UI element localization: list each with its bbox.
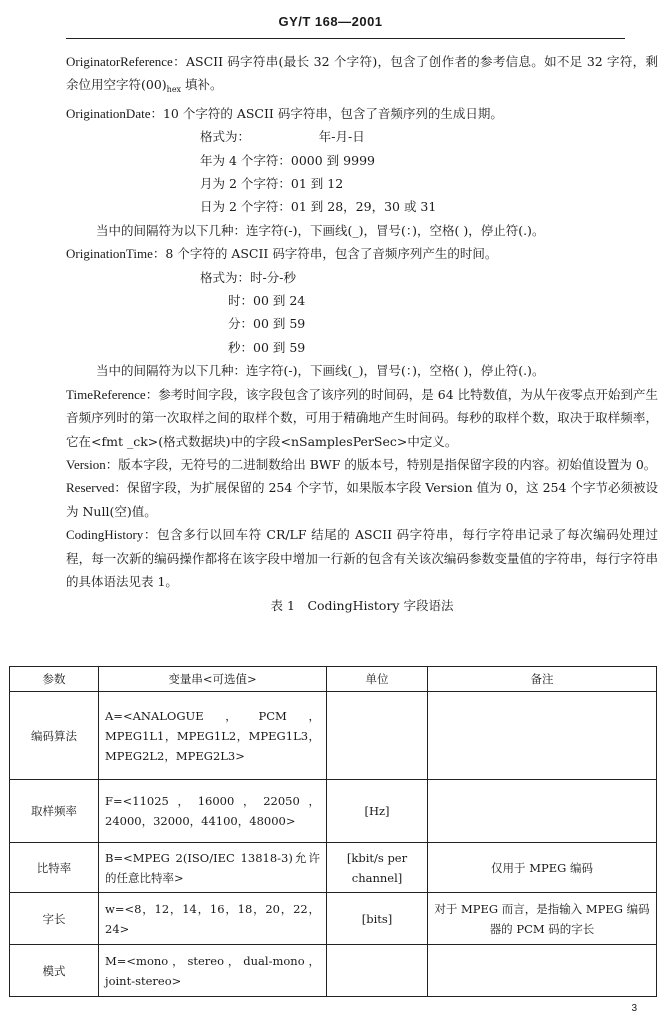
date-year-line: 年为 4 个字符：0000 到 9999 (200, 152, 375, 168)
page-number: 3 (631, 1003, 637, 1014)
cell-param: 比特率 (10, 843, 99, 893)
header-variable-string: 变量串<可选值> (99, 667, 327, 692)
cell-unit: [kbit/s per channel] (327, 843, 428, 893)
document-body (66, 50, 658, 621)
paragraph-version (66, 453, 658, 476)
time-minute-line: 分：00 到 59 (228, 316, 306, 332)
header-note: 备注 (428, 667, 657, 692)
text-reserved: ：保留字段，为扩展保留的 254 个字节，如果版本字段 Version 值为 0，这 254 个字节必须被设为 Null(空)值。 (66, 480, 658, 519)
text-originator-reference-a: ：ASCII 码字符串(最长 32 个字符)，包含了创作者的参考信息。如不足 32 字符，剩余位用空字符(00) (66, 54, 658, 93)
paragraph-originator-reference (66, 50, 658, 102)
cell-note (428, 692, 657, 780)
cell-value: A=<ANALOGUE，PCM，MPEG1L1，MPEG1L2，MPEG1L3，MPEG2L2，MPEG2L3> (99, 692, 327, 780)
paragraph-origination-date (66, 102, 658, 125)
cell-value: F=<11025，16000，22050，24000，32000，44100，48000> (99, 780, 327, 843)
cell-unit: [bits] (327, 893, 428, 945)
cell-unit: [Hz] (327, 780, 428, 843)
text-time-reference: ：参考时间字段，该字段包含了该序列的时间码，是 64 比特数值，为从午夜零点开始到产生音频序列时的第一次取样之间的取样个数，可用于精确地产生时间码。每秒的取样个数，取决于取样频率，它在<fmt _ck>(格式数据块)中的字段<nSamplesPerSec>中定义。 (66, 386, 658, 449)
date-format-line: 格式为： 年-月-日 (200, 129, 365, 145)
table-row (10, 692, 657, 780)
text-originator-reference-b: 填补。 (181, 77, 223, 93)
paragraph-origination-time (66, 242, 658, 265)
cell-unit (327, 945, 428, 997)
term-origination-time: OriginationTime (66, 246, 153, 262)
text-version: ：版本字段，无符号的二进制数给出 BWF 的版本号，特别是指保留字段的内容。初始值设置为 0。 (105, 456, 657, 472)
term-version: Version (66, 456, 106, 472)
cell-param: 字长 (10, 893, 99, 945)
cell-value: w=<8，12，14，16，18，20，22，24> (99, 893, 327, 945)
date-day-line: 日为 2 个字符：01 到 28，29，30 或 31 (200, 199, 437, 215)
time-separators-line: 当中的间隔符为以下几种：连字符(-)，下画线(_)，冒号(：)，空格( )，停止符(.)。 (96, 363, 545, 379)
cell-note (428, 945, 657, 997)
term-time-reference: TimeReference (66, 386, 146, 402)
coding-history-table (9, 666, 657, 997)
time-second-line: 秒：00 到 59 (228, 339, 306, 355)
table-caption: 表 1 CodingHistory 字段语法 (270, 598, 454, 614)
paragraph-reserved (66, 476, 658, 523)
cell-param: 取样频率 (10, 780, 99, 843)
table-row (10, 780, 657, 843)
term-origination-date: OriginationDate (66, 105, 151, 121)
header-param: 参数 (10, 667, 99, 692)
text-coding-history: ：包含多行以回车符 CR/LF 结尾的 ASCII 码字符串，每行字符串记录了每次编码处理过程，每一次新的编码操作都将在该字段中增加一行新的包含有关该次编码参数变量值的字符串，每行字符串的具体语法见表 1。 (66, 527, 658, 589)
date-month-line: 月为 2 个字符：01 到 12 (200, 176, 344, 192)
cell-note: 仅用于 MPEG 编码 (428, 843, 657, 893)
time-format-line: 格式为：时-分-秒 (200, 269, 296, 285)
cell-param: 编码算法 (10, 692, 99, 780)
header-unit: 单位 (327, 667, 428, 692)
cell-note: 对于 MPEG 而言，是指输入 MPEG 编码器的 PCM 码的字长 (428, 893, 657, 945)
term-originator-reference: OriginatorReference (66, 54, 173, 69)
document-code-header: GY/T 168—2001 (278, 14, 383, 29)
text-origination-date: ：10 个字符的 ASCII 码字符串，包含了音频序列的生成日期。 (150, 105, 503, 121)
term-reserved: Reserved (66, 480, 115, 496)
cell-param: 模式 (10, 945, 99, 997)
header-rule (66, 38, 625, 39)
paragraph-coding-history (66, 523, 658, 593)
time-hour-line: 时：00 到 24 (228, 293, 306, 309)
paragraph-time-reference (66, 383, 658, 453)
table-header-row (10, 667, 657, 692)
cell-value: M=<mono，stereo，dual-mono，joint-stereo> (99, 945, 327, 997)
table-row (10, 893, 657, 945)
cell-unit (327, 692, 428, 780)
date-separators-line: 当中的间隔符为以下几种：连字符(-)，下画线(_)，冒号(：)，空格( )，停止符(.)。 (96, 222, 545, 238)
table-row (10, 945, 657, 997)
subscript-hex: hex (166, 85, 182, 95)
text-origination-time: ：8 个字符的 ASCII 码字符串，包含了音频序列产生的时间。 (152, 246, 498, 262)
term-coding-history: CodingHistory (66, 527, 144, 543)
cell-note (428, 780, 657, 843)
cell-value: B=<MPEG 2(ISO/IEC 13818-3)允许的任意比特率> (99, 843, 327, 893)
table-row (10, 843, 657, 893)
